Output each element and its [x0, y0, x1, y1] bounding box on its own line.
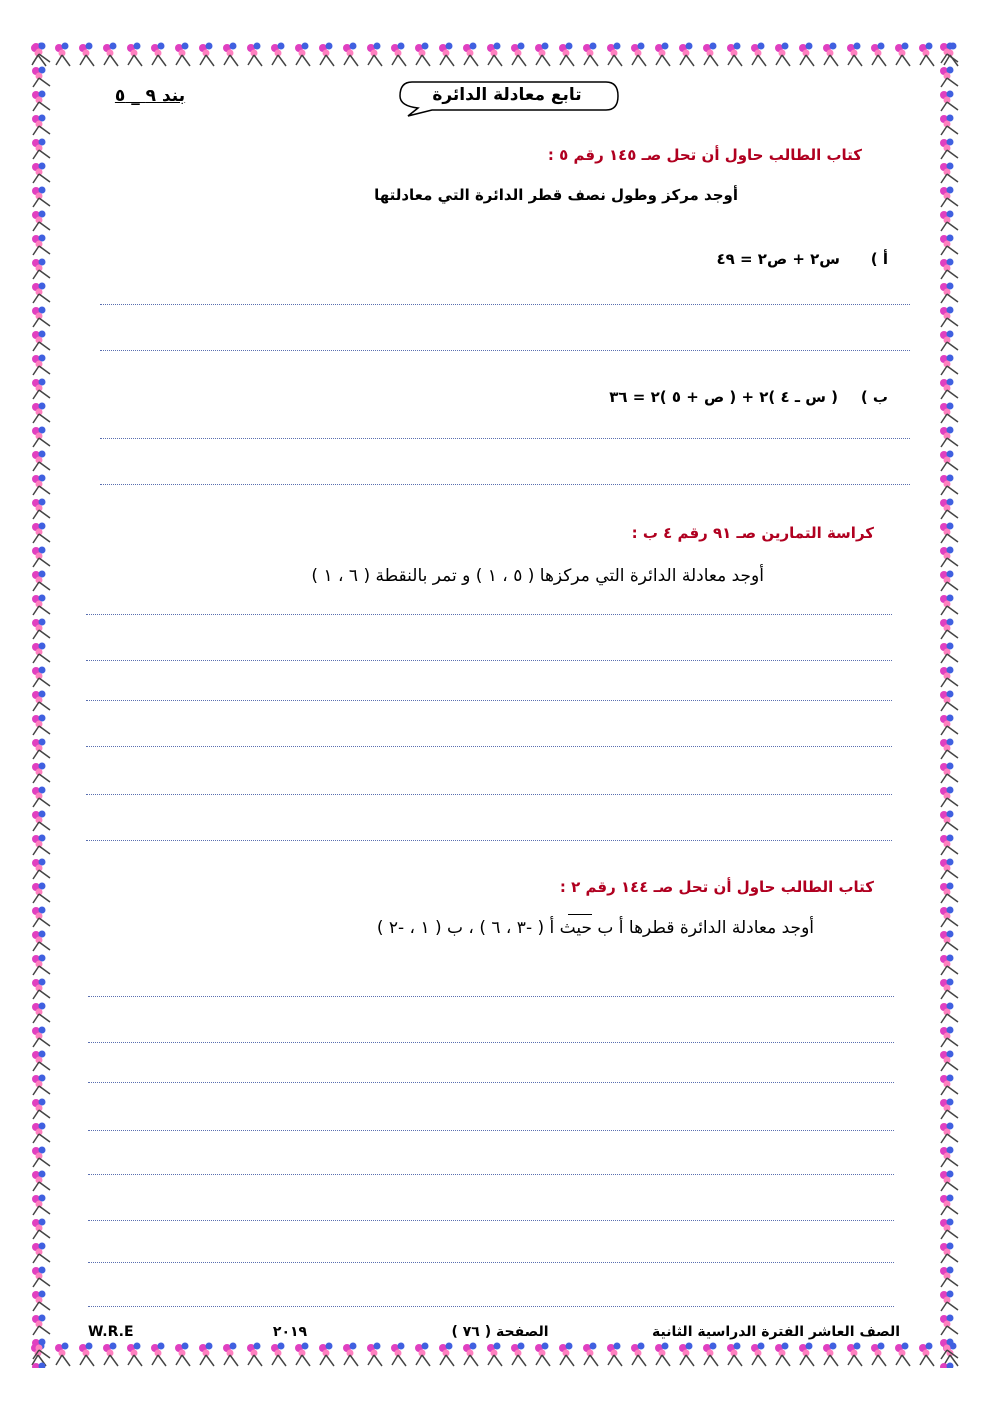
answer-line	[86, 840, 892, 841]
title-speech-bubble	[392, 78, 622, 116]
answer-line	[86, 700, 892, 701]
footer-grade: الصف العاشر الفترة الدراسية الثانية	[652, 1324, 900, 1340]
section3-instruction: أوجد معادلة الدائرة قطرها أ ب حيث أ ( -٣ ، ٦ ) ، ب ( ١ ، -٢ )	[376, 918, 814, 938]
answer-line	[88, 1042, 894, 1043]
footer-page-number: الصفحة ( ٧٦ )	[451, 1324, 549, 1340]
section1-instruction: أوجد مركز وطول نصف قطر الدائرة التي معادلتها	[374, 186, 738, 204]
section1-heading: كتاب الطالب حاول أن تحل صـ ١٤٥ رقم ٥ :	[547, 146, 862, 164]
item-b-equation: ( س ـ ٤ )٢ + ( ص + ٥ )٢ = ٣٦	[609, 388, 838, 406]
answer-line	[100, 438, 910, 439]
answer-line	[88, 1262, 894, 1263]
section2-instruction: أوجد معادلة الدائرة التي مركزها ( ٥ ، ١ ) و تمر بالنقطة ( ٦ ، ١ )	[311, 566, 764, 586]
border-pattern-icon	[936, 40, 964, 1368]
decorative-border-top	[28, 40, 964, 68]
item-a-label: أ )	[870, 250, 888, 268]
section3-heading: كتاب الطالب حاول أن تحل صـ ١٤٤ رقم ٢ :	[559, 878, 874, 896]
answer-line	[100, 484, 910, 485]
decorative-border-right	[936, 40, 964, 1368]
border-pattern-icon	[28, 40, 56, 1368]
answer-line	[88, 996, 894, 997]
answer-line	[100, 304, 910, 305]
answer-line	[88, 1220, 894, 1221]
answer-line	[86, 794, 892, 795]
answer-line	[88, 1306, 894, 1307]
section2-heading: كراسة التمارين صـ ٩١ رقم ٤ ب :	[631, 524, 874, 542]
item-a-equation: س٢ + ص٢ = ٤٩	[716, 250, 840, 268]
page-title: تابع معادلة الدائرة	[432, 85, 582, 105]
answer-line	[88, 1082, 894, 1083]
answer-line	[86, 746, 892, 747]
border-pattern-icon	[28, 40, 964, 68]
answer-line	[86, 660, 892, 661]
answer-line	[88, 1174, 894, 1175]
decorative-border-bottom	[28, 1340, 964, 1368]
answer-line	[88, 1130, 894, 1131]
footer-year: ٢٠١٩	[272, 1324, 308, 1340]
decorative-border-left	[28, 40, 56, 1368]
answer-line	[100, 350, 910, 351]
item-b-label: ب )	[860, 388, 888, 406]
segment-overline	[568, 914, 592, 915]
border-pattern-icon	[28, 1340, 964, 1368]
footer-author: W.R.E	[88, 1324, 134, 1340]
section-band-label: بند ٩ _ ٥	[114, 86, 186, 106]
answer-line	[86, 614, 892, 615]
